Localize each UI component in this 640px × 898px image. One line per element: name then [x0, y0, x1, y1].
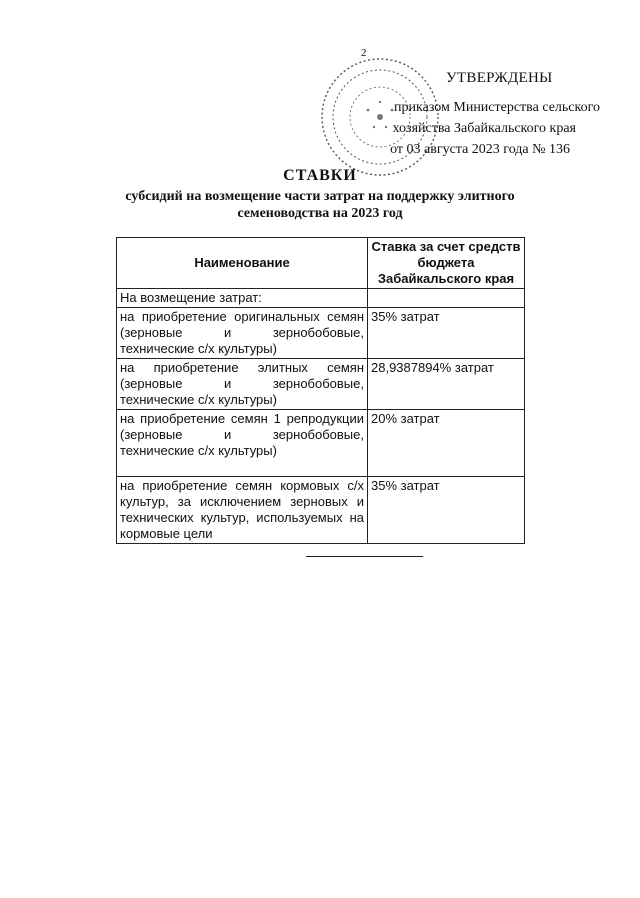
- approval-title: УТВЕРЖДЕНЫ: [446, 70, 553, 86]
- approval-order-line: приказом Министерства сельского: [394, 100, 600, 115]
- document-subtitle-line-1: субсидий на возмещение части затрат на поддержку элитного: [125, 189, 515, 204]
- table-header-row: [117, 238, 525, 289]
- table-row: [117, 410, 525, 477]
- header-rate: Ставка за счет средств бюджета Забайкальского края: [368, 238, 525, 289]
- row-name: на приобретение элитных семян (зерновые и зернобобовые, технические с/х культуры): [117, 359, 368, 410]
- row-rate: 35% затрат: [368, 308, 525, 359]
- row-rate: 28,9387894% затрат: [368, 359, 525, 410]
- row-rate: 35% затрат: [368, 477, 525, 544]
- section-rate-empty: [368, 289, 525, 308]
- row-name: на приобретение семян кормовых с/х культур, за исключением зерновых и технических культур, используемых на кормовые цели: [117, 477, 368, 544]
- section-label: На возмещение затрат:: [117, 289, 368, 308]
- document-title: СТАВКИ: [283, 167, 357, 184]
- row-name: на приобретение оригинальных семян (зерновые и зернобобовые, технические с/х культуры): [117, 308, 368, 359]
- document-end-divider: [306, 556, 423, 557]
- approval-block: [376, 68, 616, 160]
- table-section-row: [117, 289, 525, 308]
- row-name: на приобретение семян 1 репродукции (зерновые и зернобобовые, технические с/х культуры): [117, 410, 368, 477]
- table-row: [117, 308, 525, 359]
- table-row: [117, 359, 525, 410]
- document-heading: [120, 167, 520, 222]
- table-row: [117, 477, 525, 544]
- document-subtitle-line-2: семеноводства на 2023 год: [237, 206, 403, 221]
- page-number: 2: [361, 47, 367, 59]
- header-name: Наименование: [117, 238, 368, 289]
- approval-date-line: от 03 августа 2023 года № 136: [390, 142, 570, 157]
- approval-ministry-line: хозяйства Забайкальского края: [392, 121, 576, 136]
- row-rate: 20% затрат: [368, 410, 525, 477]
- subsidy-rates-table: [116, 237, 525, 544]
